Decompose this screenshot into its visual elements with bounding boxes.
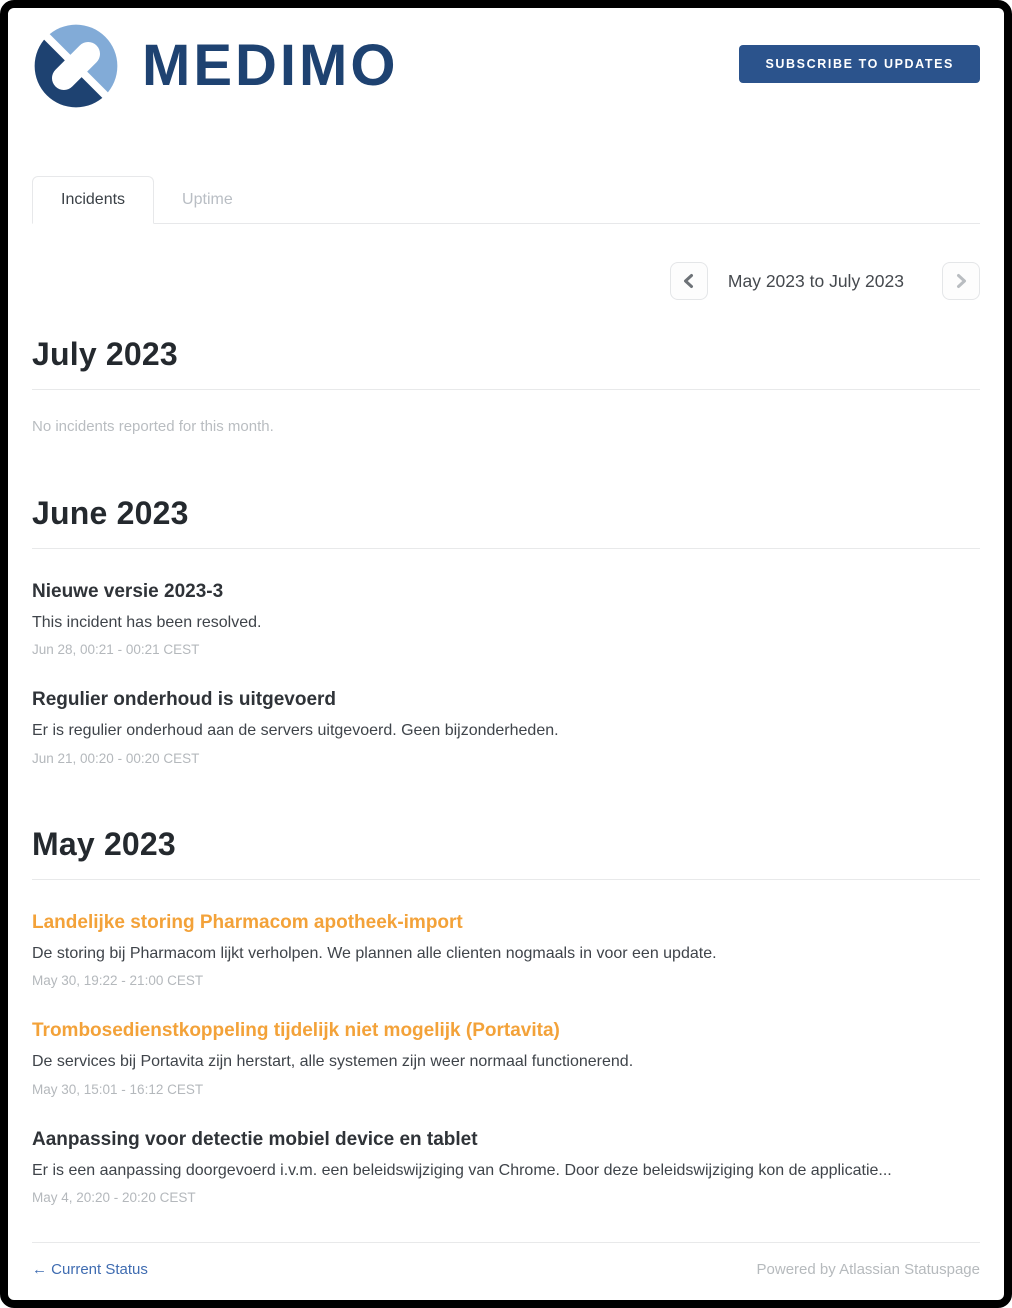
subscribe-button[interactable]: SUBSCRIBE TO UPDATES bbox=[739, 45, 980, 83]
date-range-label: May 2023 to July 2023 bbox=[727, 270, 904, 291]
chevron-left-icon bbox=[681, 273, 697, 289]
month-section-may-2023 bbox=[32, 826, 980, 1205]
incident-item bbox=[32, 1129, 980, 1205]
incident-history bbox=[32, 300, 980, 1205]
divider bbox=[32, 879, 980, 880]
month-title: June 2023 bbox=[32, 495, 189, 531]
current-status-link[interactable]: ← Current Status bbox=[32, 1261, 148, 1278]
incident-message: De storing bij Pharmacom lijkt verholpen. We plannen alle clienten nogmaals in voor een update. bbox=[32, 944, 717, 962]
divider bbox=[32, 389, 980, 390]
incident-message: This incident has been resolved. bbox=[32, 614, 262, 631]
incident-message: Er is een aanpassing doorgevoerd i.v.m. een beleidswijziging van Chrome. Door deze beleidswijziging kon de applicatie... bbox=[32, 1161, 892, 1179]
incident-timestamp: May 30, 19:22 - 21:00 CEST bbox=[32, 973, 204, 989]
incident-timestamp: May 4, 20:20 - 20:20 CEST bbox=[32, 1189, 196, 1205]
empty-month-message: No incidents reported for this month. bbox=[32, 418, 274, 435]
incident-item bbox=[32, 912, 980, 988]
incident-item bbox=[32, 689, 980, 765]
incident-item bbox=[32, 1020, 980, 1096]
month-section-july-2023 bbox=[32, 336, 980, 435]
history-pagination bbox=[32, 262, 980, 300]
page-footer bbox=[32, 1242, 980, 1300]
incident-item bbox=[32, 581, 980, 657]
page-header bbox=[32, 8, 980, 110]
incident-title-link[interactable]: Trombosedienstkoppeling tijdelijk niet mogelijk (Portavita) bbox=[32, 1020, 560, 1042]
medimo-logo-icon bbox=[32, 22, 120, 110]
powered-by-label: Powered by Atlassian Statuspage bbox=[756, 1261, 980, 1278]
incident-timestamp: May 30, 15:01 - 16:12 CEST bbox=[32, 1081, 204, 1097]
next-page-button[interactable] bbox=[942, 262, 980, 300]
incident-message: Er is regulier onderhoud aan de servers uitgevoerd. Geen bijzonderheden. bbox=[32, 722, 559, 740]
tab-uptime[interactable]: Uptime bbox=[182, 191, 233, 208]
month-title: May 2023 bbox=[32, 825, 176, 862]
month-title: July 2023 bbox=[32, 336, 178, 372]
incident-timestamp: Jun 28, 00:21 - 00:21 CEST bbox=[32, 642, 200, 658]
brand[interactable] bbox=[32, 22, 398, 110]
brand-wordmark: MEDIMO bbox=[142, 33, 399, 98]
incident-title-link[interactable]: Landelijke storing Pharmacom apotheek-import bbox=[32, 911, 463, 933]
month-section-june-2023 bbox=[32, 495, 980, 766]
incident-timestamp: Jun 21, 00:20 - 00:20 CEST bbox=[32, 750, 200, 766]
incident-title-link[interactable]: Aanpassing voor detectie mobiel device en tablet bbox=[32, 1128, 478, 1150]
incident-title-link[interactable]: Regulier onderhoud is uitgevoerd bbox=[32, 689, 337, 711]
chevron-right-icon bbox=[953, 273, 969, 289]
tab-bar bbox=[32, 176, 980, 224]
tab-incidents[interactable]: Incidents bbox=[32, 176, 154, 224]
incident-message: De services bij Portavita zijn herstart, alle systemen zijn weer normaal functionerend. bbox=[32, 1053, 634, 1071]
incident-title-link[interactable]: Nieuwe versie 2023-3 bbox=[32, 581, 224, 602]
divider bbox=[32, 548, 980, 549]
prev-page-button[interactable] bbox=[670, 262, 708, 300]
